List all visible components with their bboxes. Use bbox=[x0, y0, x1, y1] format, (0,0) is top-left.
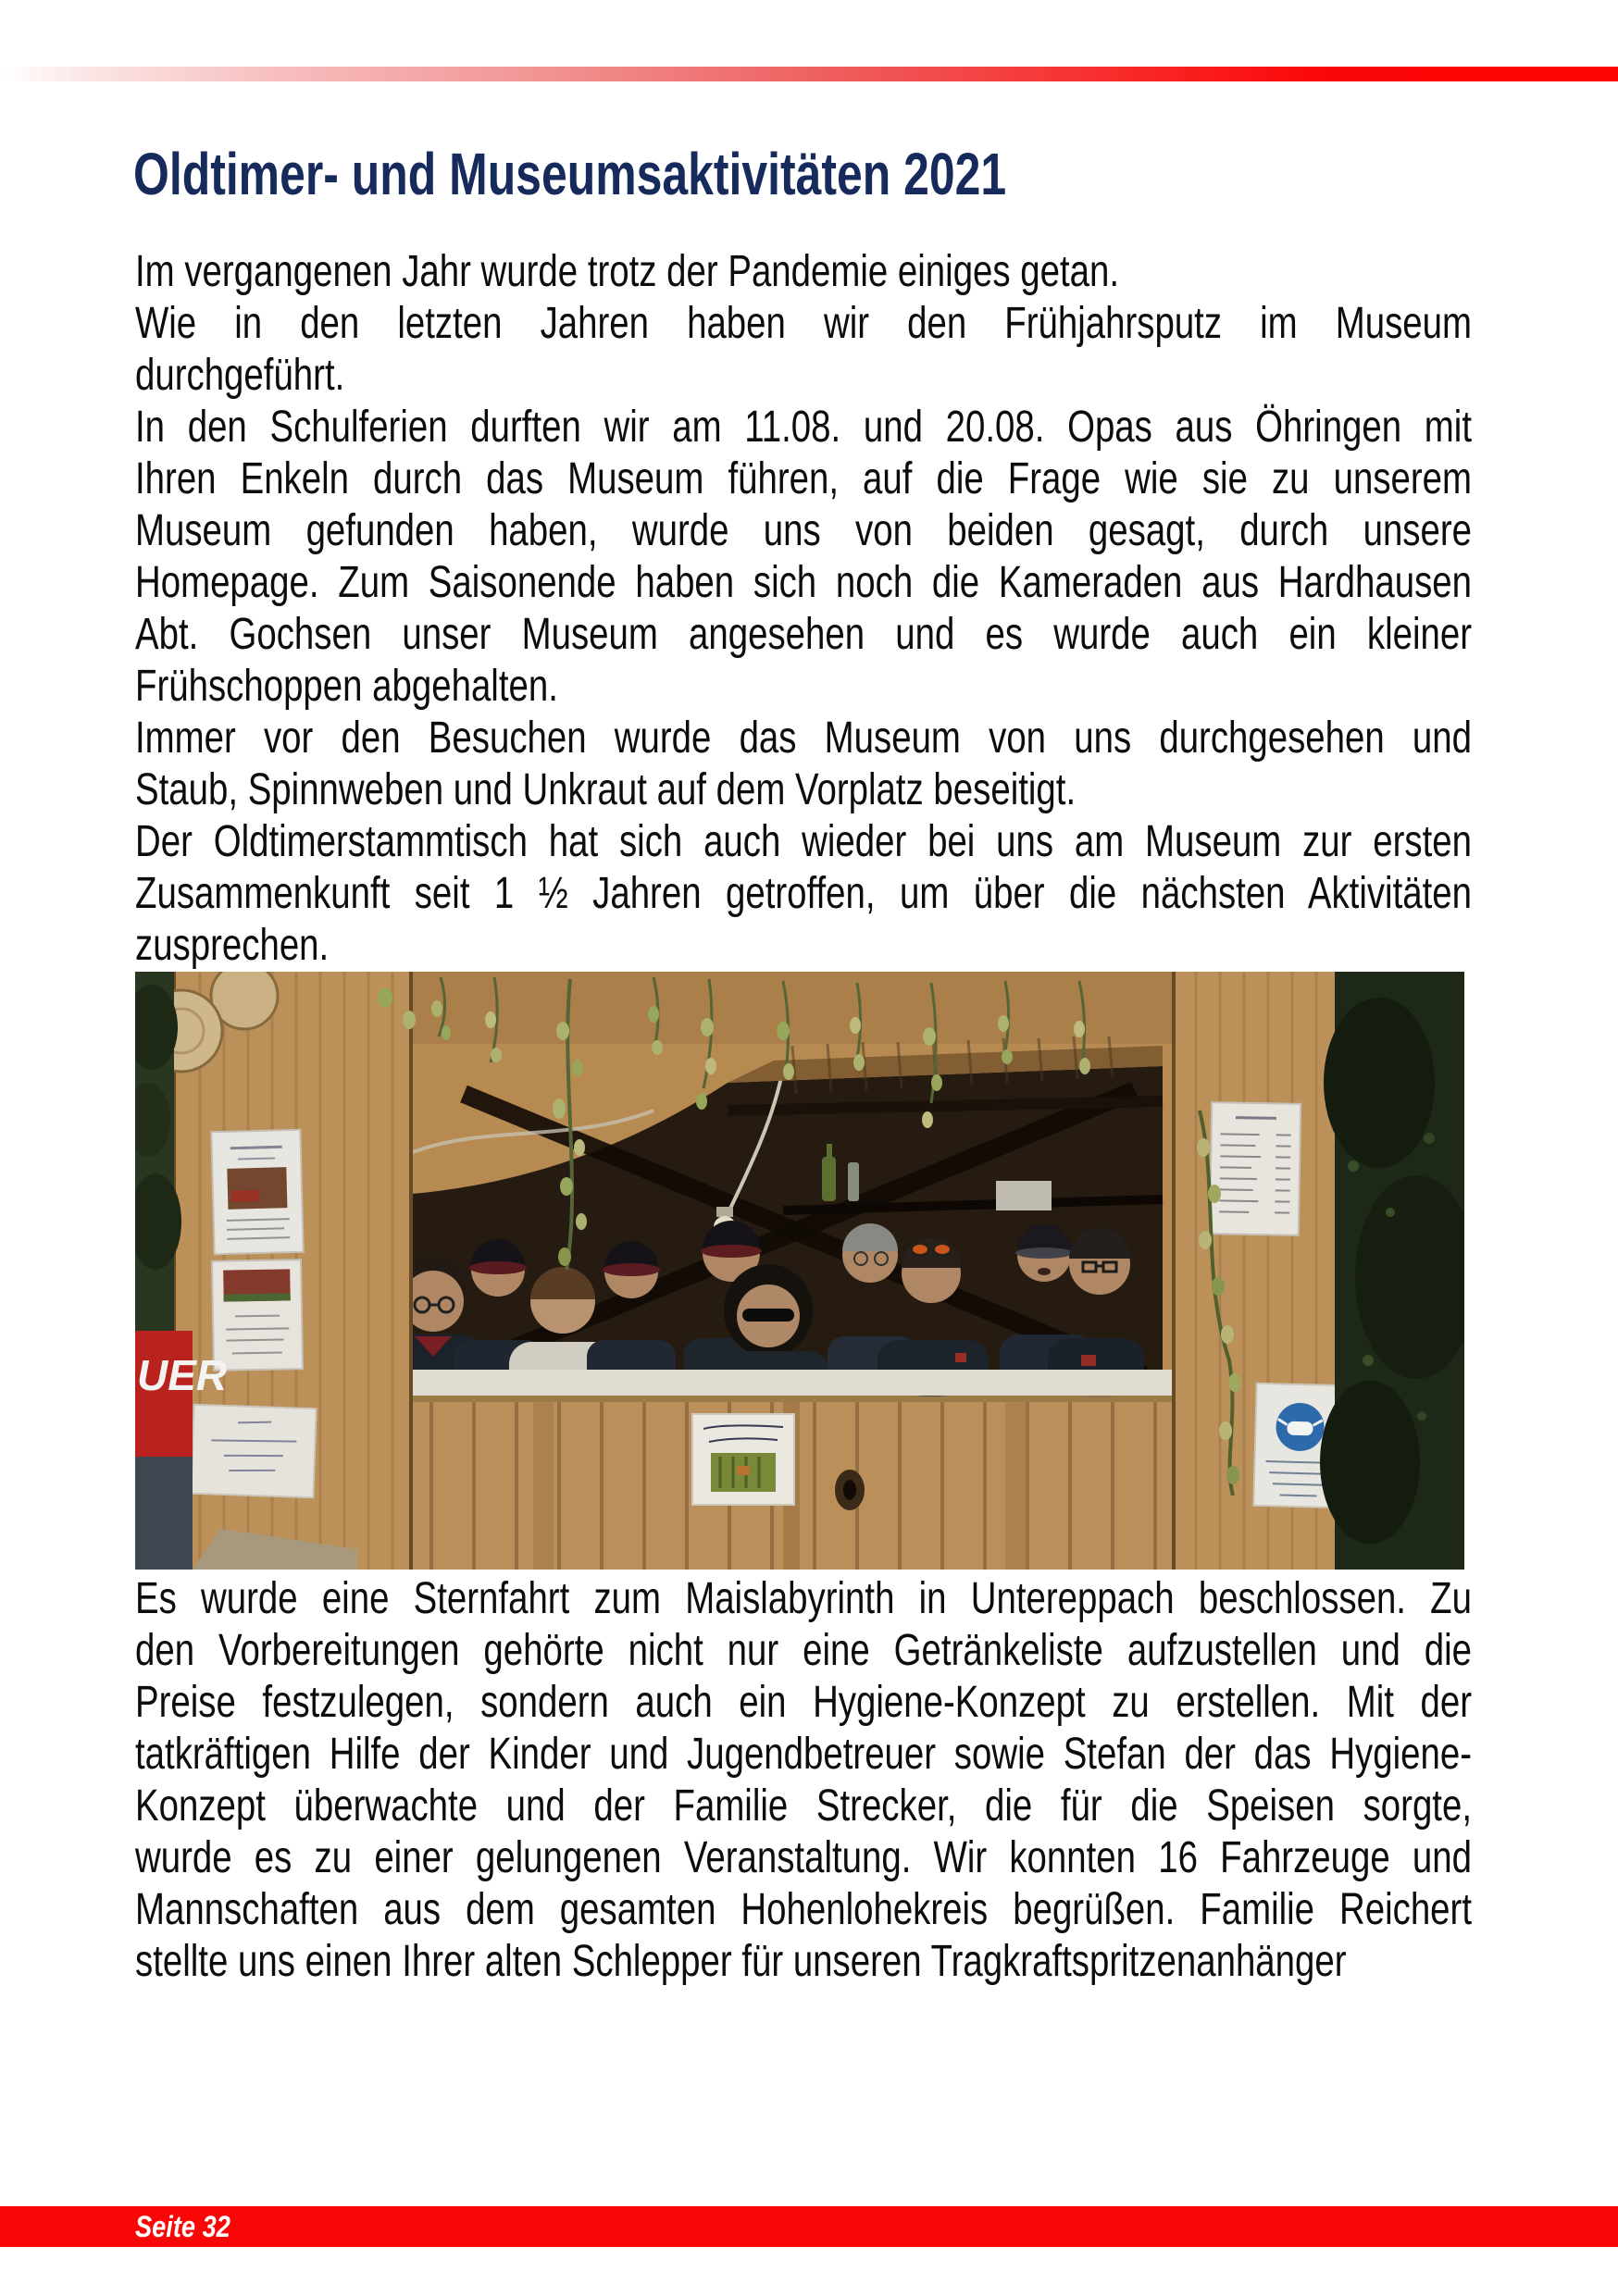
truck-lettering: UER bbox=[137, 1351, 228, 1399]
text-line: Der Oldtimerstammtisch hat sich auch wieder bei uns am Museum zur ersten bbox=[135, 817, 1472, 866]
text-line: Im vergangenen Jahr wurde trotz der Pandemie einiges getan. bbox=[135, 247, 1120, 296]
text-line: Konzept überwachte und der Familie Strecker, die für die Speisen sorgte, bbox=[135, 1781, 1472, 1831]
text-line: Zusammenkunft seit 1 ½ Jahren getroffen, um über die nächsten Aktivitäten bbox=[135, 869, 1472, 918]
text-line: Ihren Enkeln durch das Museum führen, auf die Frage wie sie zu unserem bbox=[135, 454, 1472, 503]
text-line: Staub, Spinnweben und Unkraut auf dem Vorplatz beseitigt. bbox=[135, 765, 1077, 814]
page-title: Oldtimer- und Museumsaktivitäten 2021 bbox=[133, 141, 1007, 207]
body-text-upper bbox=[135, 246, 1472, 972]
museum-photo bbox=[135, 972, 1464, 1570]
text-line: Preise festzulegen, sondern auch ein Hygiene-Konzept zu erstellen. Mit der bbox=[135, 1678, 1472, 1727]
text-line: Abt. Gochsen unser Museum angesehen und es wurde auch ein kleiner bbox=[135, 610, 1472, 659]
text-line: Immer vor den Besuchen wurde das Museum von uns durchgesehen und bbox=[135, 714, 1472, 763]
text-line: stellte uns einen Ihrer alten Schlepper für unseren Tragkraftspritzenanhänger bbox=[135, 1937, 1347, 1986]
text-line: Es wurde eine Sternfahrt zum Maislabyrinth in Untereppach beschlossen. Zu bbox=[135, 1574, 1472, 1623]
text-line: tatkräftigen Hilfe der Kinder und Jugendbetreuer sowie Stefan der das Hygiene- bbox=[135, 1730, 1472, 1779]
text-line: wurde es zu einer gelungenen Veranstaltung. Wir konnten 16 Fahrzeuge und bbox=[135, 1833, 1472, 1882]
text-line: Frühschoppen abgehalten. bbox=[135, 662, 558, 711]
text-line: den Vorbereitungen gehörte nicht nur eine Getränkeliste aufzustellen und die bbox=[135, 1626, 1472, 1675]
text-line: durchgeführt. bbox=[135, 351, 345, 400]
text-line: zusprechen. bbox=[135, 921, 330, 970]
text-line: In den Schulferien durften wir am 11.08. und 20.08. Opas aus Öhringen mit bbox=[135, 403, 1472, 452]
text-line: Wie in den letzten Jahren haben wir den Frühjahrsputz im Museum bbox=[135, 299, 1472, 348]
page-number: Seite 32 bbox=[135, 2210, 230, 2243]
text-line: Homepage. Zum Saisonende haben sich noch die Kameraden aus Hardhausen bbox=[135, 558, 1472, 607]
text-line: Mannschaften aus dem gesamten Hohenlohekreis begrüßen. Familie Reichert bbox=[135, 1885, 1472, 1934]
footer-bar bbox=[0, 2206, 1618, 2247]
top-accent-bar bbox=[0, 67, 1618, 81]
body-text-lower bbox=[135, 1573, 1472, 1988]
text-line: Museum gefunden haben, wurde uns von beiden gesagt, durch unsere bbox=[135, 506, 1472, 555]
